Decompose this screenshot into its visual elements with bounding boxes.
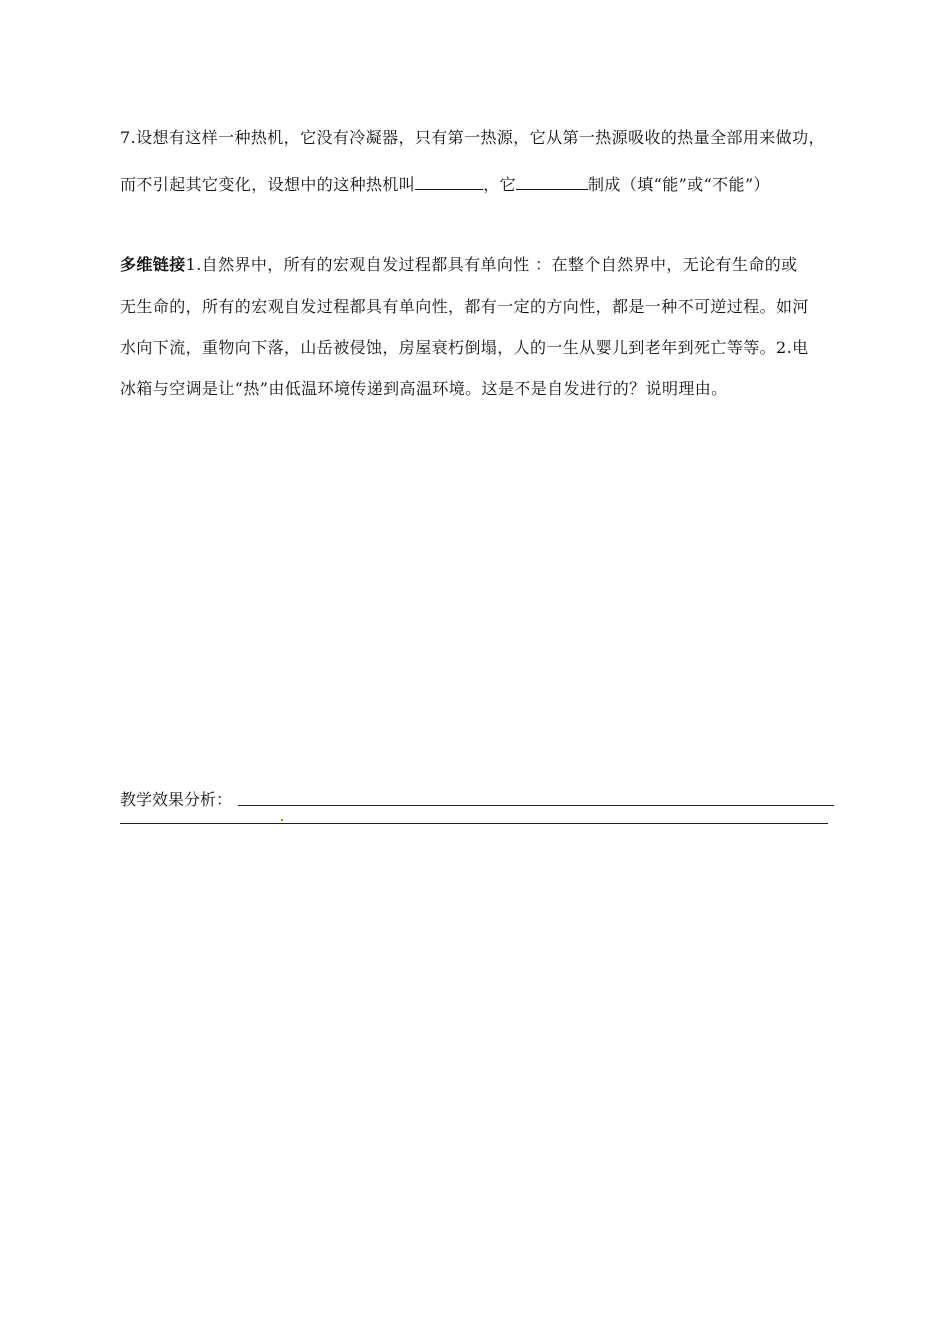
link-line-1 [120, 255, 834, 275]
question-7-text-2c: 制成（填“能”或“不能”） [588, 175, 770, 194]
link-line-4 [120, 379, 834, 399]
fill-blank-2[interactable] [516, 173, 588, 190]
analysis-label: 教学效果分析： [120, 790, 233, 809]
question-7-line-2 [120, 173, 834, 195]
link-line-2 [120, 297, 834, 317]
link-text-1: 1.自然界中，所有的宏观自发过程都具有单向性 ：在整个自然界中，无论有生命的或 [185, 255, 798, 274]
question-7-text-2a: 而不引起其它变化，设想中的这种热机叫 [120, 175, 416, 194]
stray-dot-mark [281, 819, 283, 821]
link-text-4: 冰箱与空调是让“热”由低温环境传递到高温环境。这是不是自发进行的？说明理由。 [120, 379, 728, 398]
analysis-answer-line-1[interactable] [238, 805, 834, 806]
link-text-3: 水向下流，重物向下落，山岳被侵蚀，房屋衰朽倒塌，人的一生从婴儿到老年到死亡等等。2.电 [120, 338, 809, 357]
link-line-3 [120, 338, 834, 358]
question-7-text-2b: ，它 [483, 175, 517, 194]
fill-blank-1[interactable] [415, 173, 483, 190]
question-7-text-1: 7.设想有这样一种热机，它没有冷凝器，只有第一热源，它从第一热源吸收的热量全部用来做功， [120, 128, 825, 147]
question-7-line-1 [120, 128, 834, 148]
analysis-answer-line-2[interactable] [120, 823, 828, 824]
link-text-2: 无生命的，所有的宏观自发过程都具有单向性，都有一定的方向性，都是一种不可逆过程。如河 [120, 297, 809, 316]
link-heading: 多维链接 [120, 255, 186, 274]
